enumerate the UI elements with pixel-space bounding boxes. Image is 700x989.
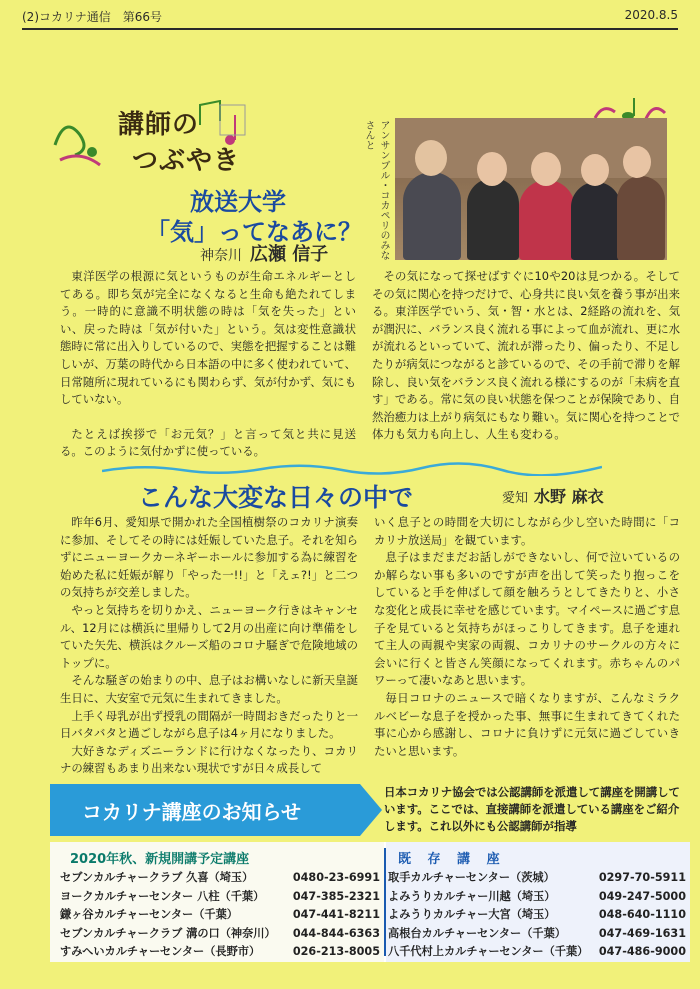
course-phone: 048-640-1110 — [598, 908, 686, 922]
course-phone: 047-385-2321 — [292, 889, 380, 903]
course-phone: 047-441-8211 — [292, 908, 380, 922]
article2-title: こんな大変な日々の中で — [138, 483, 414, 512]
article1-byline — [200, 240, 328, 266]
course-name: 高根台カルチャーセンター（千葉） — [388, 926, 566, 940]
list-item — [388, 925, 686, 944]
course-banner: コカリナ講座のお知らせ — [50, 784, 360, 836]
course-name: 鎌ヶ谷カルチャーセンター（千葉） — [60, 908, 238, 922]
course-phone: 0480-23-6991 — [292, 871, 380, 884]
course-name: すみへいカルチャーセンター（長野市） — [60, 945, 261, 959]
article1-right-column — [372, 268, 680, 444]
list-item — [60, 888, 380, 907]
section-divider-wave — [102, 462, 602, 476]
list-item — [60, 869, 380, 888]
banner-arrow — [360, 784, 382, 836]
column-title-line2: つぶやき — [132, 146, 241, 176]
ensemble-photo — [395, 118, 667, 260]
article2-left-column — [60, 514, 358, 778]
new-courses-heading: 2020年秋、新規開講予定講座 — [70, 852, 250, 867]
course-name: 八千代村上カルチャーセンター（千葉） — [388, 945, 589, 959]
article2-byline — [502, 484, 604, 507]
list-item — [388, 943, 686, 962]
article2-paragraph: やっと気持ちを切りかえ、ニューヨーク行きはキャンセル、12月には横浜に里帰りして2月の出産に向け準備をしていた矢先、横浜はクルーズ船のコロナ騒ぎで危険地域のトップに。 — [60, 602, 358, 670]
list-item — [60, 906, 380, 925]
article1-author-name: 広瀬 信子 — [250, 244, 329, 265]
article1-paragraph: 東洋医学の根源に気というものが生命エネルギーとしてある。即ち気が完全になくなると生命も絶たれてしまう。一時的に意識不明状態の時は「気を失った」といい、戻った時は「気が付いた」という。気は変性意識状態時に常に出入りしているので、実態を把握することは難しいが、万葉の時代から日本語の中に多く使われていて、日常随所に現れているにも関わらず、気が付かず、気にもしていない。 — [60, 269, 356, 407]
course-name: セブンカルチャークラブ 久喜（埼玉） — [60, 871, 254, 884]
article2-paragraph: 昨年6月、愛知県で開かれた全国植樹祭のコカリナ演奏に参加、そしてその時には妊娠していた息子。それを知らずにニューヨークカーネギーホールに参加する為に練習を始めた私に妊娠が解り「やった一!!」と「えェ?!」と二つの気持ちが交差しました。 — [60, 515, 358, 600]
course-phone: 0297-70-5911 — [598, 871, 686, 884]
course-name: 取手カルチャーセンター（茨城） — [388, 871, 555, 884]
course-intro: 日本コカリナ協会では公認講師を派遣して講座を開講しています。ここでは、直接講師を派遣している講座をご紹介します。これ以外にも公認講師が指導 — [384, 785, 680, 833]
list-item — [60, 943, 380, 962]
course-phone: 047-486-9000 — [598, 945, 686, 959]
list-item — [388, 869, 686, 888]
article2-paragraph: いく息子との時間を大切にしながら少し空いた時間に「コカリナ放送局」を観ています。 — [374, 515, 680, 547]
article2-paragraph: そんな騒ぎの始まりの中、息子はお構いなしに新天皇誕生日に、大安室で元気に生まれてきました。 — [60, 673, 358, 705]
list-item — [388, 906, 686, 925]
course-name: ヨークカルチャーセンター 八柱（千葉） — [60, 889, 265, 903]
course-name: よみうりカルチャー川越（埼玉） — [388, 889, 556, 903]
list-item — [388, 888, 686, 907]
article1-author-pref: 神奈川 — [200, 248, 242, 264]
article1-title-line1: 放送大学 — [190, 187, 286, 216]
existing-courses — [388, 848, 686, 962]
course-phone: 049-247-5000 — [598, 889, 686, 903]
article1-title-line2: 「気」ってなあに？ — [146, 217, 362, 246]
column-title-line1: 講師の — [118, 110, 200, 140]
article2-paragraph: 上手く母乳が出ず授乳の間隔が一時間おきだったりと一日バタバタと過ごしながら息子は4ヶ月になりました。 — [60, 708, 358, 741]
article1-left-column — [60, 268, 356, 461]
photo-caption: アンサンブル・コカペリのみなさんと — [363, 120, 389, 260]
header-rule — [22, 28, 678, 30]
course-phone: 047-469-1631 — [598, 926, 686, 940]
course-name: よみうりカルチャー大宮（埼玉） — [388, 908, 556, 922]
article1-paragraph: その気になって探せばすぐに10や20は見つかる。そしてその気に関心を持つだけで、心身共に良い気を養う事が出来る。東洋医学でいう、気・智・水とは、2経路の流れを、気が潤沢に、バランス良く流れる事によって血が流れ、更に水が流れるといっていて、流れが滞ったり、偏ったり、不足したりが病気につながると診ているので、その手前で滞りを解除し、良い気をバランス良く流れる様にするのが「未病を直す」である。常に気の良い状態を保つことが保険であり、自然治癒力は上がり病気にもなり難い。気に関心を持つことで体力も気力も向上し、人生も変わる。 — [372, 269, 680, 442]
course-phone: 044-844-6363 — [292, 926, 380, 940]
course-phone: 026-213-8005 — [292, 945, 380, 959]
list-item — [60, 925, 380, 944]
article2-author-pref: 愛知 — [502, 491, 529, 506]
article2-paragraph: 毎日コロナのニュースで暗くなりますが、こんなミラクルベビーな息子を授かった事、無事に生まれてきてくれた事に心から感謝し、コロナに負けずに元気に過ごしていきたいと思います。 — [374, 690, 680, 758]
article2-author-name: 水野 麻衣 — [534, 487, 604, 506]
issue-date: 2020.8.5 — [624, 8, 678, 22]
existing-courses-heading: 既 存 講 座 — [398, 852, 506, 867]
course-name: セブンカルチャークラブ 溝の口（神奈川） — [60, 926, 276, 940]
course-list-box — [50, 842, 690, 962]
issue-label: (2)コカリナ通信 第66号 — [22, 10, 163, 24]
article2-right-column — [374, 514, 680, 760]
article1-paragraph: たとえば挨拶で「お元気？」と言って気と共に見送る。このように気付かずに使っている。 — [60, 426, 356, 459]
article2-paragraph: 大好きなディズニーランドに行けなくなったり、コカリナの練習もあまり出来ない現状ですが日々成長して — [60, 743, 358, 776]
article2-paragraph: 息子はまだまだお話しができないし、何で泣いているのか解らない事も多いのですが声を出して笑ったり抱っこをしていると手を伸ばして顔を触ろうとしてきたりと、小さな変化と成長に幸せを感じています。マイペースに過ごす息子を見ていると気持ちがほっこりしてきます。息子を連れて主人の両親や実家の両親、コカリナのサークルの方々に会いに行くと皆さん笑顔になってくれます。赤ちゃんのパワーって凄いなあと思います。 — [374, 550, 680, 688]
column-divider — [384, 848, 386, 956]
page-header — [22, 8, 678, 26]
new-courses — [60, 848, 380, 962]
